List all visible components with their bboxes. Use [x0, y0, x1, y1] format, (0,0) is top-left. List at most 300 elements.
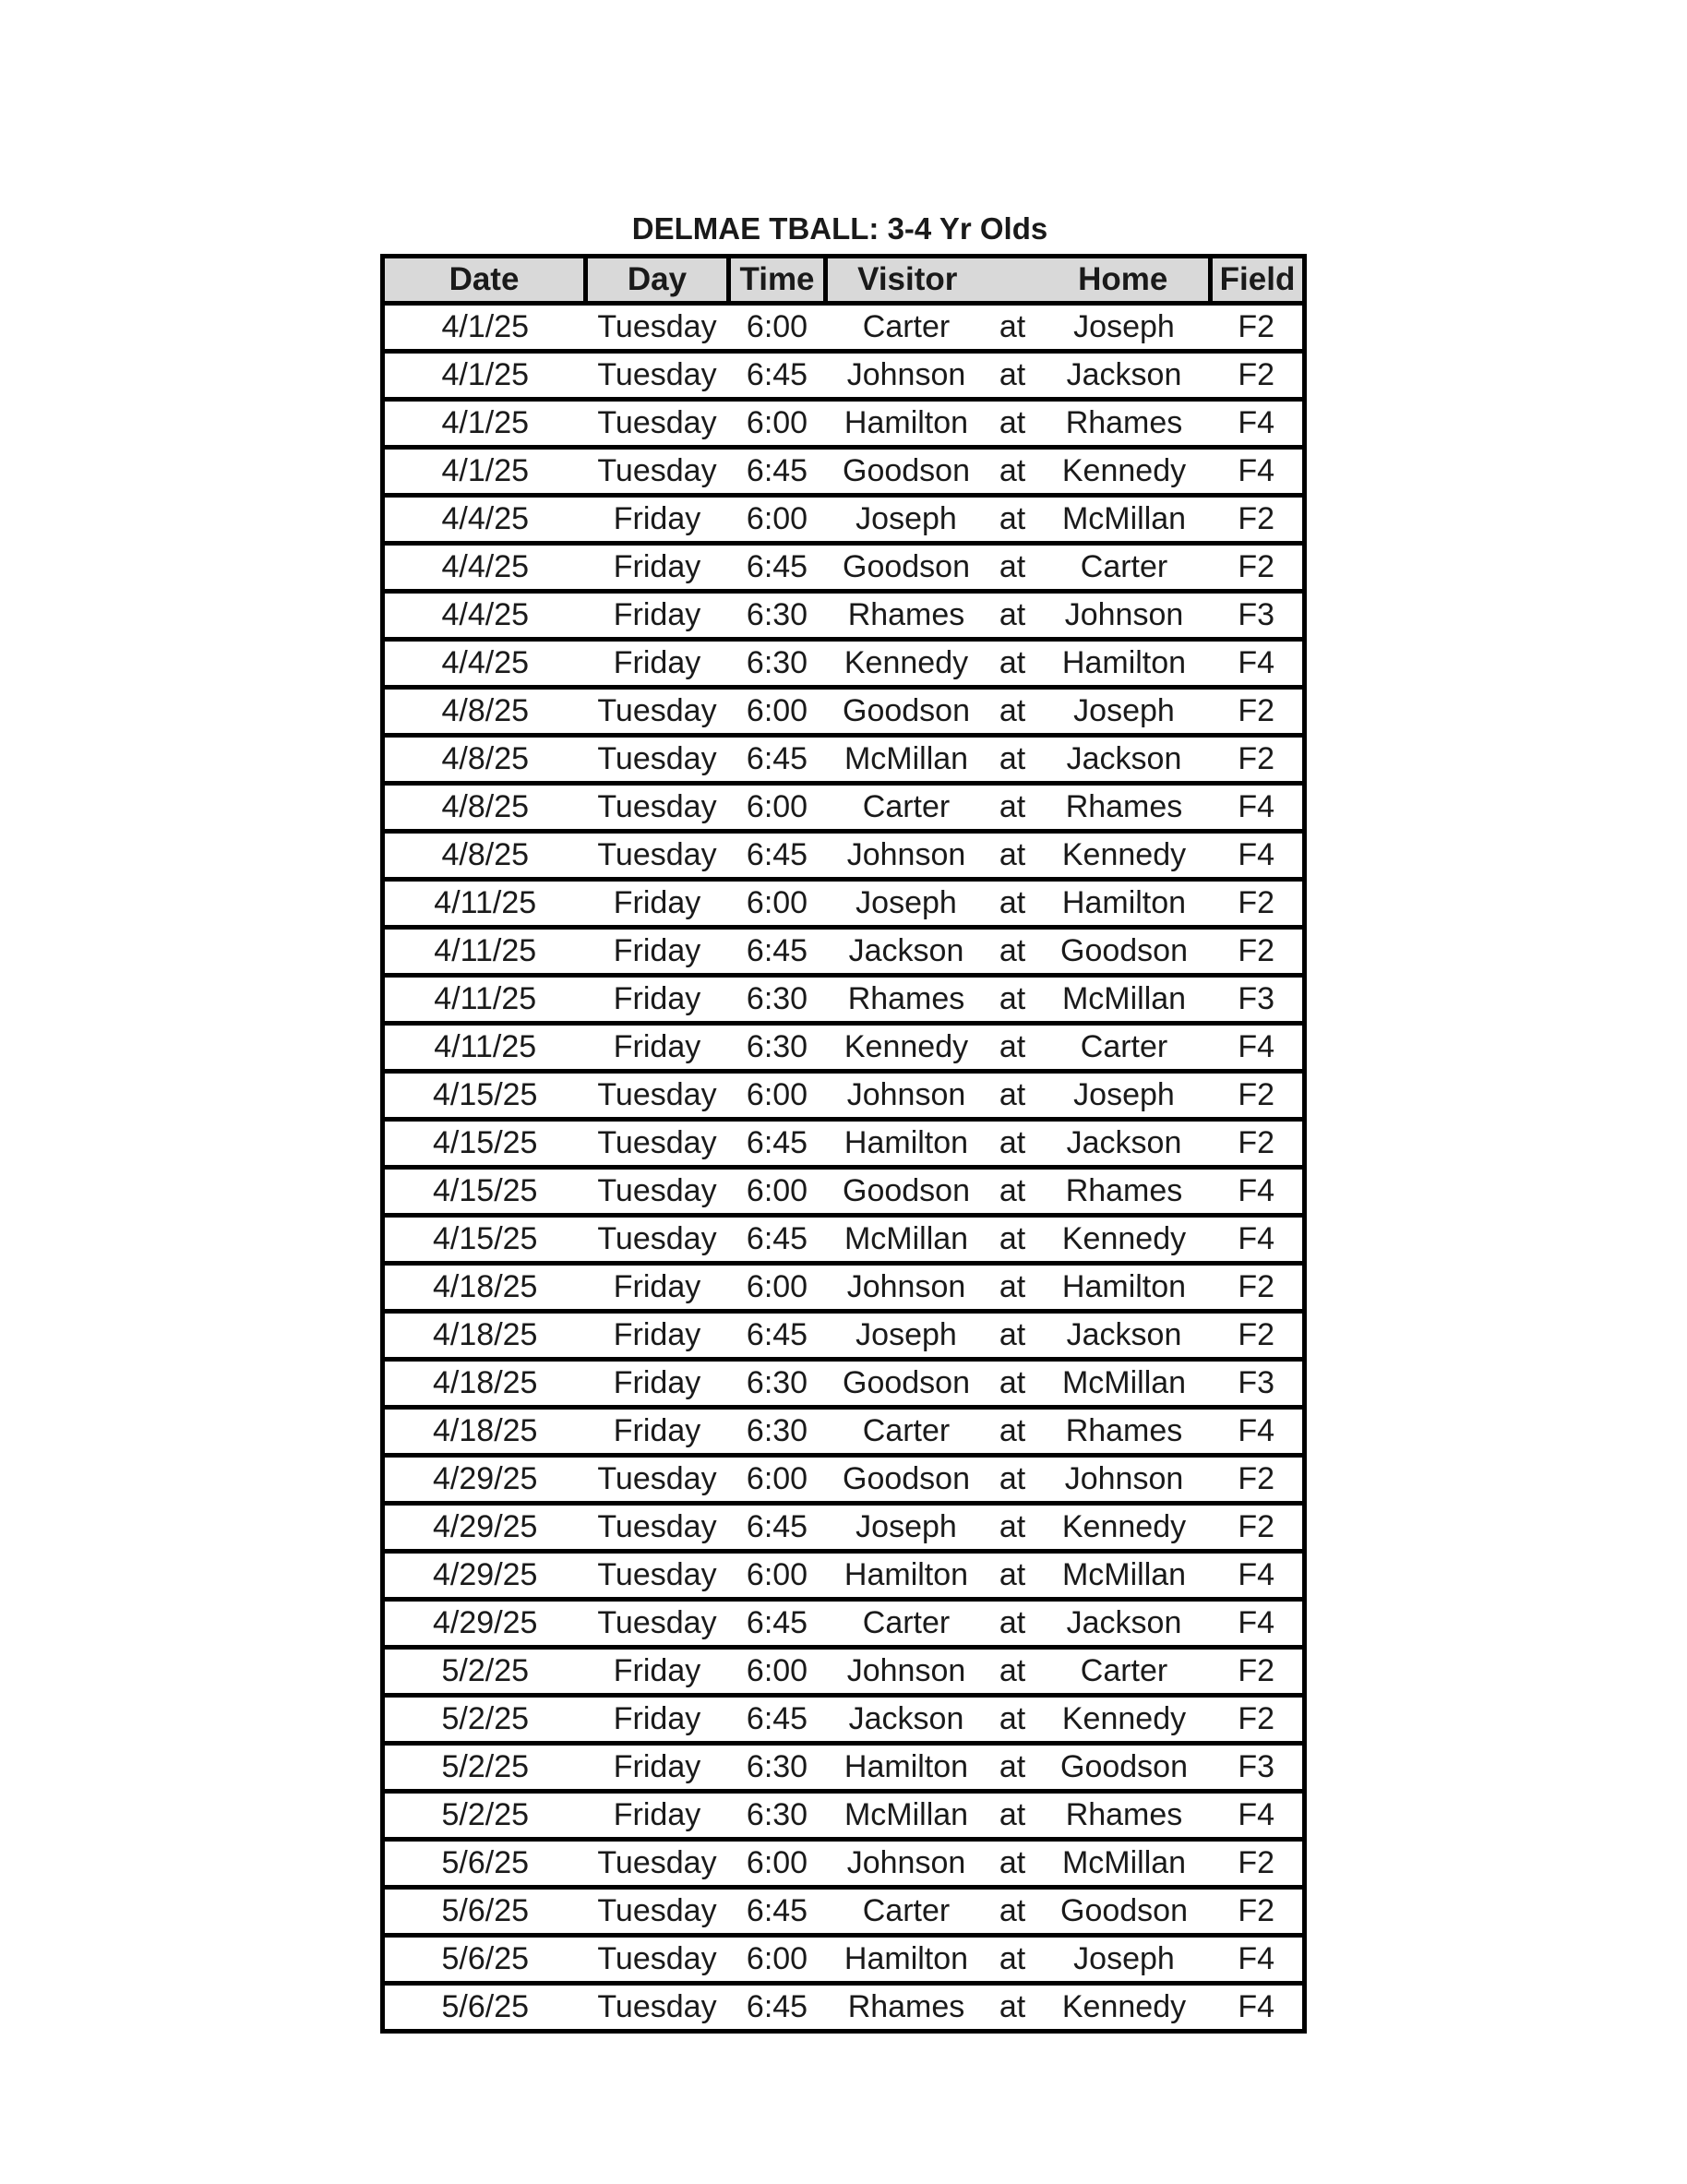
cell-field: F4 [1211, 400, 1305, 448]
cell-day: Tuesday [586, 304, 729, 352]
cell-home: McMillan [1038, 1360, 1211, 1408]
cell-day: Friday [586, 1264, 729, 1312]
cell-day: Friday [586, 1024, 729, 1072]
cell-time: 6:00 [729, 1072, 826, 1120]
cell-at: at [987, 544, 1038, 592]
cell-visitor: Hamilton [826, 1120, 987, 1168]
cell-at: at [987, 400, 1038, 448]
cell-day: Friday [586, 928, 729, 976]
cell-day: Friday [586, 640, 729, 688]
cell-home: Carter [1038, 544, 1211, 592]
cell-home: Rhames [1038, 1408, 1211, 1456]
cell-at: at [987, 352, 1038, 400]
table-row [383, 304, 1305, 352]
table-row [383, 400, 1305, 448]
cell-visitor: McMillan [826, 1792, 987, 1840]
cell-day: Friday [586, 1312, 729, 1360]
cell-field: F2 [1211, 1888, 1305, 1936]
cell-date: 4/29/25 [383, 1600, 586, 1648]
cell-field: F4 [1211, 1552, 1305, 1600]
cell-date: 4/8/25 [383, 736, 586, 784]
cell-time: 6:30 [729, 592, 826, 640]
cell-date: 4/15/25 [383, 1216, 586, 1264]
cell-time: 6:45 [746, 1989, 808, 2024]
cell-date: 4/4/25 [383, 592, 586, 640]
cell-field: F2 [1211, 1456, 1305, 1504]
cell-visitor: Hamilton [826, 1744, 987, 1792]
cell-date: 4/1/25 [383, 352, 586, 400]
cell-time: 6:45 [729, 928, 826, 976]
cell-day: Tuesday [586, 1600, 729, 1648]
cell-field: F2 [1211, 928, 1305, 976]
table-row [383, 1072, 1305, 1120]
cell-field: F2 [1211, 1312, 1305, 1360]
cell-at: at [987, 1072, 1038, 1120]
cell-home: McMillan [1038, 976, 1211, 1024]
cell-field: F2 [1211, 688, 1305, 736]
cell-visitor: Jackson [826, 928, 987, 976]
cell-visitor: Hamilton [826, 400, 987, 448]
cell-visitor: Goodson [826, 544, 987, 592]
cell-field: F4 [1211, 1216, 1305, 1264]
cell-visitor: Carter [826, 1408, 987, 1456]
cell-field: F2 [1211, 1264, 1305, 1312]
cell-time: 6:00 [729, 1840, 826, 1888]
cell-home: Joseph [1038, 304, 1211, 352]
cell-at: at [987, 688, 1038, 736]
cell-visitor: Carter [826, 1888, 987, 1936]
cell-day: Tuesday [586, 1216, 729, 1264]
cell-at: at [987, 1744, 1038, 1792]
col-day-header: Day [586, 257, 729, 304]
cell-date: 4/1/25 [383, 400, 586, 448]
table-row [383, 1744, 1305, 1792]
col-visitor-header: Visitor [826, 257, 987, 304]
cell-field: F4 [1211, 1792, 1305, 1840]
cell-time: 6:30 [729, 976, 826, 1024]
cell-home: Johnson [1038, 592, 1211, 640]
cell-day: Tuesday [586, 400, 729, 448]
cell-day: Tuesday [586, 1936, 729, 1984]
cell-time: 6:00 [729, 688, 826, 736]
cell-visitor: Rhames [826, 592, 987, 640]
cell-time: 6:30 [729, 1408, 826, 1456]
cell-home: McMillan [1038, 1840, 1211, 1888]
cell-home: Carter [1038, 1648, 1211, 1696]
cell-home: Hamilton [1038, 1264, 1211, 1312]
cell-visitor: Joseph [826, 496, 987, 544]
cell-field: F4 [1211, 640, 1305, 688]
cell-field: F4 [1211, 1600, 1305, 1648]
cell-at: at [987, 1456, 1038, 1504]
cell-visitor: Kennedy [826, 1024, 987, 1072]
cell-date: 4/18/25 [383, 1264, 586, 1312]
cell-date: 4/18/25 [383, 1312, 586, 1360]
cell-time: 6:45 [729, 1504, 826, 1552]
cell-visitor: Johnson [826, 1072, 987, 1120]
cell-visitor: Johnson [826, 1648, 987, 1696]
cell-day: Tuesday [586, 736, 729, 784]
cell-field: F2 [1211, 496, 1305, 544]
cell-day: Friday [586, 1696, 729, 1744]
cell-date: 4/8/25 [383, 688, 586, 736]
cell-at: at [987, 1120, 1038, 1168]
cell-field: F2 [1211, 736, 1305, 784]
table-row [383, 1216, 1305, 1264]
cell-date: 5/6/25 [383, 1936, 586, 1984]
table-row [383, 1936, 1305, 1984]
table-row [383, 832, 1305, 880]
cell-date: 4/4/25 [383, 544, 586, 592]
cell-home: Kennedy [1038, 1696, 1211, 1744]
cell-day: Tuesday [586, 1168, 729, 1216]
cell-date: 4/15/25 [383, 1168, 586, 1216]
cell-visitor: Kennedy [826, 640, 987, 688]
cell-at: at [987, 1408, 1038, 1456]
cell-at: at [987, 832, 1038, 880]
cell-visitor: Carter [826, 1600, 987, 1648]
cell-time: 6:45 [729, 1696, 826, 1744]
cell-visitor: Goodson [826, 1360, 987, 1408]
cell-visitor: Goodson [826, 1168, 987, 1216]
cell-day: Tuesday [586, 1840, 729, 1888]
table-row [383, 496, 1305, 544]
cell-date: 5/6/25 [441, 1989, 530, 2024]
table-row [383, 592, 1305, 640]
cell-date: 4/11/25 [383, 976, 586, 1024]
cell-time: 6:00 [729, 784, 826, 832]
cell-home: Joseph [1038, 1072, 1211, 1120]
cell-date: 5/6/25 [383, 1840, 586, 1888]
table-row [383, 1360, 1305, 1408]
cell-time: 6:00 [729, 1936, 826, 1984]
table-row [383, 1984, 1305, 2032]
cell-time: 6:00 [729, 880, 826, 928]
cell-field: F2 [1211, 880, 1305, 928]
cell-home: Johnson [1038, 1456, 1211, 1504]
cell-home: Jackson [1038, 1312, 1211, 1360]
cell-time: 6:45 [729, 832, 826, 880]
col-field-header: Field [1211, 257, 1305, 304]
cell-field: F2 [1211, 1696, 1305, 1744]
cell-field: F4 [1211, 1408, 1305, 1456]
col-date-header: Date [383, 257, 586, 304]
cell-date: 5/6/25 [383, 1888, 586, 1936]
cell-home: Kennedy [1038, 832, 1211, 880]
cell-day: Tuesday [586, 1504, 729, 1552]
cell-visitor: Rhames [826, 976, 987, 1024]
cell-day: Tuesday [586, 688, 729, 736]
cell-time: 6:30 [729, 640, 826, 688]
cell-time: 6:45 [729, 352, 826, 400]
table-row [383, 352, 1305, 400]
table-row [383, 1648, 1305, 1696]
cell-day: Friday [586, 544, 729, 592]
cell-time: 6:00 [729, 1456, 826, 1504]
cell-at: at [987, 1792, 1038, 1840]
table-row [383, 784, 1305, 832]
cell-home: Joseph [1038, 1936, 1211, 1984]
table-row [383, 1600, 1305, 1648]
cell-date: 5/2/25 [383, 1792, 586, 1840]
cell-day: Friday [586, 1744, 729, 1792]
cell-time: 6:00 [729, 1648, 826, 1696]
cell-home: Goodson [1038, 1744, 1211, 1792]
cell-at: at [987, 592, 1038, 640]
cell-at: at [987, 1936, 1038, 1984]
cell-visitor: Jackson [826, 1696, 987, 1744]
cell-day: Friday [586, 976, 729, 1024]
cell-time: 6:45 [729, 736, 826, 784]
cell-home: Rhames [1038, 400, 1211, 448]
schedule-table [380, 254, 1307, 2034]
cell-field: F2 [1211, 1648, 1305, 1696]
cell-date: 4/1/25 [383, 304, 586, 352]
cell-time: 6:45 [729, 544, 826, 592]
cell-visitor: Carter [826, 784, 987, 832]
table-row [383, 1264, 1305, 1312]
cell-field: F2 [1211, 544, 1305, 592]
cell-date: 4/15/25 [383, 1072, 586, 1120]
schedule-header [383, 257, 1305, 304]
cell-field: F3 [1211, 1744, 1305, 1792]
header-row [383, 257, 1305, 304]
cell-at: at [999, 1989, 1026, 2024]
cell-visitor: Carter [826, 304, 987, 352]
cell-at: at [987, 1696, 1038, 1744]
cell-time: 6:30 [729, 1744, 826, 1792]
schedule-body [383, 304, 1305, 2032]
cell-home: Kennedy [1061, 1989, 1187, 2024]
cell-home: Rhames [1038, 784, 1211, 832]
cell-home: Kennedy [1038, 1504, 1211, 1552]
cell-field: F4 [1211, 448, 1305, 496]
cell-visitor: McMillan [826, 1216, 987, 1264]
cell-at: at [987, 976, 1038, 1024]
cell-home: Rhames [1038, 1168, 1211, 1216]
cell-time: 6:30 [729, 1360, 826, 1408]
table-row [383, 1120, 1305, 1168]
table-row [383, 688, 1305, 736]
cell-date: 4/18/25 [383, 1408, 586, 1456]
cell-day: Tuesday [586, 1552, 729, 1600]
cell-day: Tuesday [586, 352, 729, 400]
cell-home: McMillan [1038, 496, 1211, 544]
cell-field: F2 [1211, 1504, 1305, 1552]
cell-field: F4 [1211, 1936, 1305, 1984]
table-row [383, 880, 1305, 928]
table-row [383, 1696, 1305, 1744]
table-row [383, 928, 1305, 976]
cell-at: at [987, 1552, 1038, 1600]
cell-day: Tuesday [597, 1989, 717, 2024]
table-row [383, 640, 1305, 688]
cell-at: at [987, 736, 1038, 784]
cell-visitor: Johnson [826, 1840, 987, 1888]
cell-time: 6:00 [729, 400, 826, 448]
table-row [383, 1840, 1305, 1888]
cell-field: F2 [1211, 1840, 1305, 1888]
cell-date: 4/4/25 [383, 640, 586, 688]
cell-visitor: Hamilton [826, 1552, 987, 1600]
cell-field: F2 [1211, 304, 1305, 352]
cell-visitor: Hamilton [826, 1936, 987, 1984]
cell-date: 4/11/25 [383, 880, 586, 928]
cell-visitor: Joseph [826, 1504, 987, 1552]
cell-date: 4/29/25 [383, 1504, 586, 1552]
table-row [383, 1888, 1305, 1936]
cell-time: 6:45 [729, 1216, 826, 1264]
cell-time: 6:45 [729, 1312, 826, 1360]
cell-time: 6:45 [729, 448, 826, 496]
cell-at: at [987, 1600, 1038, 1648]
cell-home: Hamilton [1038, 640, 1211, 688]
cell-home: Goodson [1038, 928, 1211, 976]
cell-date: 4/8/25 [383, 832, 586, 880]
table-row [383, 1456, 1305, 1504]
cell-home: Hamilton [1038, 880, 1211, 928]
schedule-title: DELMAE TBALL: 3-4 Yr Olds [631, 211, 1048, 246]
cell-home: Kennedy [1038, 448, 1211, 496]
cell-visitor: Rhames [847, 1989, 965, 2024]
cell-day: Friday [586, 1648, 729, 1696]
table-row [383, 1504, 1305, 1552]
cell-at: at [987, 1840, 1038, 1888]
cell-at: at [987, 496, 1038, 544]
cell-home: Goodson [1038, 1888, 1211, 1936]
cell-at: at [987, 1264, 1038, 1312]
cell-day: Friday [586, 1360, 729, 1408]
cell-day: Tuesday [586, 1120, 729, 1168]
cell-visitor: McMillan [826, 736, 987, 784]
cell-day: Tuesday [586, 1888, 729, 1936]
cell-date: 4/4/25 [383, 496, 586, 544]
cell-home: Rhames [1038, 1792, 1211, 1840]
cell-home: Joseph [1038, 688, 1211, 736]
cell-field: F2 [1211, 1072, 1305, 1120]
cell-field: F3 [1211, 976, 1305, 1024]
cell-field: F2 [1211, 352, 1305, 400]
cell-time: 6:45 [729, 1120, 826, 1168]
table-row [383, 976, 1305, 1024]
cell-visitor: Goodson [826, 1456, 987, 1504]
cell-at: at [987, 784, 1038, 832]
table-row [383, 1312, 1305, 1360]
cell-visitor: Joseph [826, 1312, 987, 1360]
cell-home: Jackson [1038, 736, 1211, 784]
cell-field: F4 [1238, 1989, 1275, 2024]
table-row [383, 1792, 1305, 1840]
cell-home: Jackson [1038, 1600, 1211, 1648]
table-row [383, 1552, 1305, 1600]
cell-at: at [987, 1648, 1038, 1696]
table-row [383, 1024, 1305, 1072]
cell-home: Jackson [1038, 352, 1211, 400]
cell-date: 4/29/25 [383, 1456, 586, 1504]
cell-day: Friday [586, 1408, 729, 1456]
table-row [383, 448, 1305, 496]
cell-date: 5/2/25 [383, 1744, 586, 1792]
cell-visitor: Joseph [826, 880, 987, 928]
cell-time: 6:30 [729, 1792, 826, 1840]
col-time-header: Time [729, 257, 826, 304]
cell-home: Kennedy [1038, 1216, 1211, 1264]
cell-home: Jackson [1038, 1120, 1211, 1168]
cell-visitor: Johnson [826, 832, 987, 880]
col-home-header: Home [1038, 257, 1211, 304]
cell-time: 6:00 [729, 496, 826, 544]
cell-day: Tuesday [586, 448, 729, 496]
cell-visitor: Johnson [826, 1264, 987, 1312]
cell-at: at [987, 304, 1038, 352]
cell-at: at [987, 880, 1038, 928]
table-row [383, 1408, 1305, 1456]
cell-date: 5/2/25 [383, 1696, 586, 1744]
cell-time: 6:00 [729, 1264, 826, 1312]
cell-date: 4/11/25 [383, 928, 586, 976]
cell-field: F3 [1211, 592, 1305, 640]
cell-visitor: Goodson [826, 688, 987, 736]
table-row [383, 1168, 1305, 1216]
cell-field: F4 [1211, 1168, 1305, 1216]
cell-date: 5/2/25 [383, 1648, 586, 1696]
cell-time: 6:30 [729, 1024, 826, 1072]
cell-time: 6:00 [729, 1168, 826, 1216]
cell-day: Tuesday [586, 784, 729, 832]
cell-at: at [987, 1360, 1038, 1408]
cell-day: Friday [586, 592, 729, 640]
cell-day: Tuesday [586, 1072, 729, 1120]
cell-at: at [987, 448, 1038, 496]
cell-time: 6:00 [729, 1552, 826, 1600]
cell-at: at [987, 1888, 1038, 1936]
cell-at: at [987, 1024, 1038, 1072]
cell-date: 4/8/25 [383, 784, 586, 832]
cell-home: McMillan [1038, 1552, 1211, 1600]
cell-at: at [987, 1216, 1038, 1264]
cell-date: 4/1/25 [383, 448, 586, 496]
cell-at: at [987, 1312, 1038, 1360]
cell-time: 6:00 [729, 304, 826, 352]
cell-at: at [987, 640, 1038, 688]
cell-at: at [987, 1168, 1038, 1216]
cell-day: Friday [586, 496, 729, 544]
table-row [383, 544, 1305, 592]
cell-field: F4 [1211, 784, 1305, 832]
cell-date: 4/15/25 [383, 1120, 586, 1168]
cell-date: 4/18/25 [383, 1360, 586, 1408]
cell-day: Tuesday [586, 832, 729, 880]
cell-time: 6:45 [729, 1888, 826, 1936]
cell-at: at [987, 1504, 1038, 1552]
cell-field: F2 [1211, 1120, 1305, 1168]
cell-visitor: Goodson [826, 448, 987, 496]
cell-date: 4/11/25 [383, 1024, 586, 1072]
cell-home: Carter [1038, 1024, 1211, 1072]
col-at-header [987, 257, 1038, 304]
cell-at: at [987, 928, 1038, 976]
cell-visitor: Johnson [826, 352, 987, 400]
cell-field: F3 [1211, 1360, 1305, 1408]
cell-field: F4 [1211, 832, 1305, 880]
table-row [383, 736, 1305, 784]
cell-day: Friday [586, 1792, 729, 1840]
cell-field: F4 [1211, 1024, 1305, 1072]
cell-day: Tuesday [586, 1456, 729, 1504]
cell-time: 6:45 [729, 1600, 826, 1648]
cell-date: 4/29/25 [383, 1552, 586, 1600]
cell-day: Friday [586, 880, 729, 928]
